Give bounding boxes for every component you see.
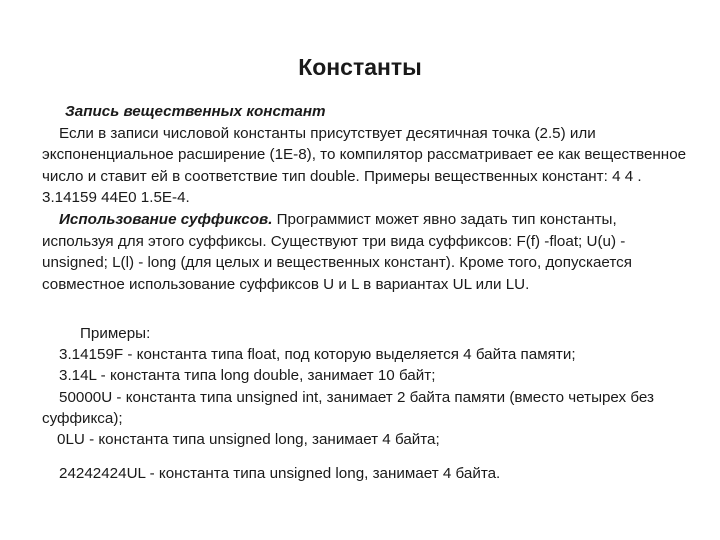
- suffix-paragraph-text: Программист может явно задать тип константы, используя для этого суффиксы. Существуют три вида суффиксов: F(f) -float; U(u) - unsigned; L(l) - long (для целых и вещественных констант). Кроме того, допускается совместное использование суффиксов U и L в вариантах UL или LU.: [42, 210, 632, 293]
- suffix-heading: Использование суффиксов.: [59, 210, 273, 228]
- example-item: 50000U - константа типа unsigned int, занимает 2 байта памяти (вместо четырех без суффикса);: [42, 388, 654, 427]
- example-item: 24242424UL - константа типа unsigned long, занимает 4 байта.: [59, 465, 501, 483]
- real-constants-section: [42, 101, 692, 295]
- slide-title-text: Константы: [298, 54, 422, 80]
- examples-heading: Примеры:: [80, 325, 151, 342]
- examples-section: [42, 323, 702, 484]
- example-item: 3.14L - константа типа long double, занимает 10 байт;: [59, 367, 436, 385]
- suffix-paragraph: [42, 209, 692, 295]
- example-item: 3.14159F - константа типа float, под которую выделяется 4 байта памяти;: [59, 346, 576, 364]
- real-constants-subheading: Запись вещественных констант: [65, 103, 326, 120]
- real-constants-paragraph: Если в записи числовой константы присутствует десятичная точка (2.5) или экспоненциальное расширение (1Е-8), то компилятор рассматривает ее как вещественное число и ставит ей в соответствие тип double. Примеры вещественных констант: 4 4 . 3.14159 44Е0 1.5Е-4.: [42, 124, 687, 207]
- example-item: 0LU - константа типа unsigned long, занимает 4 байта;: [57, 431, 440, 449]
- slide-title: [0, 54, 720, 81]
